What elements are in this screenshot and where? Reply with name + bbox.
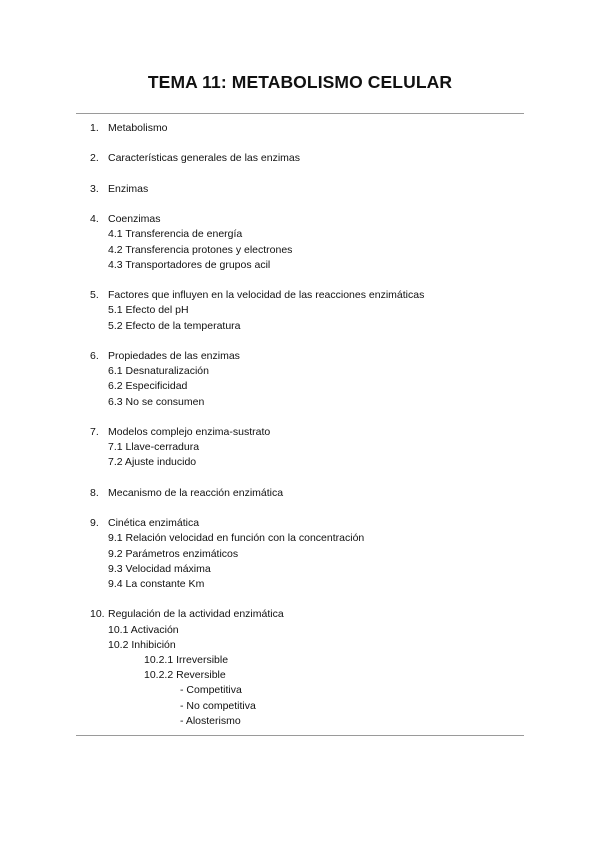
section-title: Cinética enzimática xyxy=(108,517,200,530)
section-title: Propiedades de las enzimas xyxy=(108,349,240,362)
subsection-item: 6.2 Especificidad xyxy=(108,380,188,393)
section-number: 9. xyxy=(90,517,99,530)
bullet-item: - No competitiva xyxy=(180,699,256,712)
subsection-item: 6.1 Desnaturalización xyxy=(108,365,209,378)
subsection-item: 10.2 Inhibición xyxy=(108,638,176,651)
section-heading xyxy=(90,151,524,166)
section-heading xyxy=(90,288,524,303)
page-title: TEMA 11: METABOLISMO CELULAR xyxy=(147,72,453,92)
section-number: 8. xyxy=(90,486,99,499)
subsection-item: 9.2 Parámetros enzimáticos xyxy=(108,547,239,560)
section-title: Características generales de las enzimas xyxy=(108,152,301,165)
section-heading xyxy=(90,212,524,227)
section-heading xyxy=(90,349,524,364)
toc-section-9 xyxy=(90,516,524,592)
top-divider xyxy=(76,113,524,114)
section-number: 10. xyxy=(90,608,105,621)
section-heading xyxy=(90,121,524,136)
section-title: Regulación de la actividad enzimática xyxy=(108,608,284,621)
section-title: Modelos complejo enzima-sustrato xyxy=(108,425,271,438)
sub-subsection-item: 10.2.2 Reversible xyxy=(144,669,226,682)
subsection-item: 5.2 Efecto de la temperatura xyxy=(108,319,241,332)
section-title: Coenzimas xyxy=(108,213,161,226)
bullet-item: - Alosterismo xyxy=(180,714,241,727)
subsection-item: 9.3 Velocidad máxima xyxy=(108,562,211,575)
toc-section-8 xyxy=(90,486,524,501)
section-title: Metabolismo xyxy=(108,122,168,134)
sub-subsection-item: 10.2.1 Irreversible xyxy=(144,653,229,666)
section-heading xyxy=(90,516,524,531)
section-number: 2. xyxy=(90,152,99,165)
section-number: 6. xyxy=(90,349,99,362)
subsection-item: 7.2 Ajuste inducido xyxy=(108,456,197,469)
section-number: 7. xyxy=(90,425,99,438)
bottom-divider xyxy=(76,735,524,736)
subsection-item: 9.1 Relación velocidad en función con la concentración xyxy=(108,532,365,545)
subsection-item: 7.1 Llave-cerradura xyxy=(108,441,200,454)
toc-section-10 xyxy=(90,607,524,729)
section-number: 1. xyxy=(90,122,99,134)
section-heading xyxy=(90,425,524,440)
toc-section-7 xyxy=(90,425,524,471)
subsection-item: 10.1 Activación xyxy=(108,623,179,636)
section-heading xyxy=(90,182,524,197)
table-of-contents xyxy=(90,121,524,744)
section-title: Enzimas xyxy=(108,182,149,195)
subsection-item: 4.3 Transportadores de grupos acil xyxy=(108,258,271,271)
section-number: 3. xyxy=(90,182,99,195)
toc-section-5 xyxy=(90,288,524,334)
subsection-item: 9.4 La constante Km xyxy=(108,577,205,590)
toc-section-1 xyxy=(90,121,524,136)
subsection-item: 4.2 Transferencia protones y electrones xyxy=(108,243,293,256)
subsection-item: 6.3 No se consumen xyxy=(108,395,205,408)
subsection-item: 5.1 Efecto del pH xyxy=(108,304,189,317)
bullet-item: - Competitiva xyxy=(180,684,242,697)
subsection-item: 4.1 Transferencia de energía xyxy=(108,228,243,241)
section-title: Factores que influyen en la velocidad de las reacciones enzimáticas xyxy=(108,289,425,302)
toc-section-6 xyxy=(90,349,524,410)
section-heading xyxy=(90,607,524,622)
toc-section-4 xyxy=(90,212,524,273)
section-title: Mecanismo de la reacción enzimática xyxy=(108,486,284,499)
toc-section-2 xyxy=(90,151,524,166)
section-heading xyxy=(90,486,524,501)
toc-section-3 xyxy=(90,182,524,197)
section-number: 5. xyxy=(90,289,99,302)
section-number: 4. xyxy=(90,213,99,226)
